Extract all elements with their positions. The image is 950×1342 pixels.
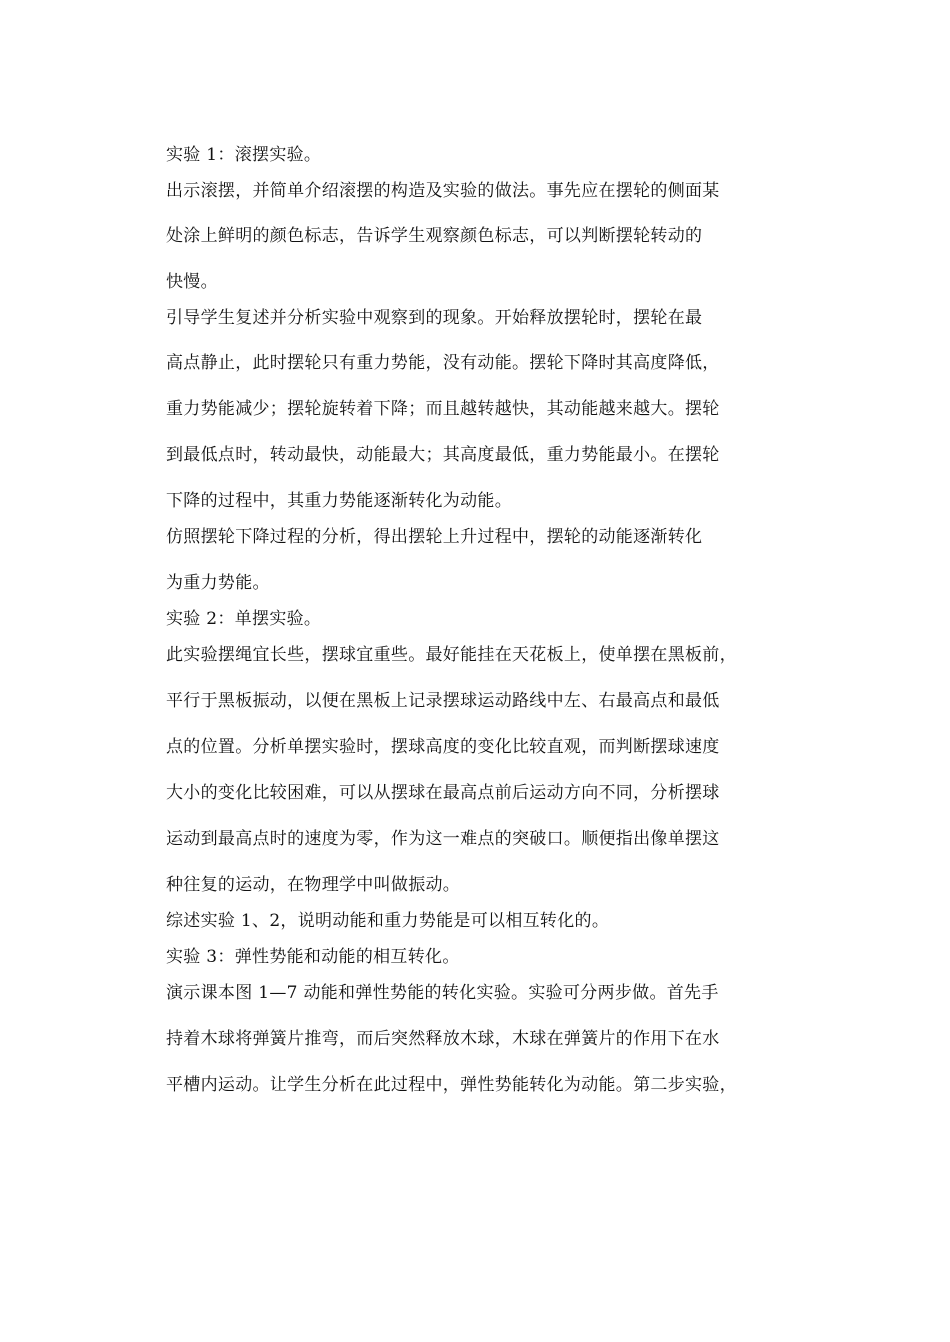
heading-experiment-2: 实验 2：单摆实验。 xyxy=(166,609,322,629)
paragraph-line: 演示课本图 1—7 动能和弹性势能的转化实验。实验可分两步做。首先手 xyxy=(166,983,719,1003)
paragraph-line: 下降的过程中，其重力势能逐渐转化为动能。 xyxy=(166,491,512,511)
paragraph-line: 点的位置。分析单摆实验时，摆球高度的变化比较直观，而判断摆球速度 xyxy=(166,737,720,757)
paragraph-line: 此实验摆绳宜长些，摆球宜重些。最好能挂在天花板上，使单摆在黑板前， xyxy=(166,645,737,665)
paragraph-line: 为重力势能。 xyxy=(166,573,270,593)
paragraph-line: 重力势能减少；摆轮旋转着下降；而且越转越快，其动能越来越大。摆轮 xyxy=(166,399,720,419)
paragraph-line: 平行于黑板振动，以便在黑板上记录摆球运动路线中左、右最高点和最低 xyxy=(166,691,720,711)
document-body xyxy=(166,138,796,1104)
paragraph-line: 高点静止，此时摆轮只有重力势能，没有动能。摆轮下降时其高度降低， xyxy=(166,353,720,373)
paragraph-line: 出示滚摆，并简单介绍滚摆的构造及实验的做法。事先应在摆轮的侧面某 xyxy=(166,181,720,201)
paragraph-line: 综述实验 1、2，说明动能和重力势能是可以相互转化的。 xyxy=(166,911,610,931)
paragraph-line: 引导学生复述并分析实验中观察到的现象。开始释放摆轮时，摆轮在最 xyxy=(166,308,703,328)
paragraph-line: 处涂上鲜明的颜色标志，告诉学生观察颜色标志，可以判断摆轮转动的 xyxy=(166,226,703,246)
paragraph-line: 仿照摆轮下降过程的分析，得出摆轮上升过程中，摆轮的动能逐渐转化 xyxy=(166,527,703,547)
heading-experiment-1: 实验 1：滚摆实验。 xyxy=(166,145,322,165)
paragraph-line: 平槽内运动。让学生分析在此过程中，弹性势能转化为动能。第二步实验， xyxy=(166,1075,737,1095)
heading-experiment-3: 实验 3：弹性势能和动能的相互转化。 xyxy=(166,947,460,967)
paragraph-line: 持着木球将弹簧片推弯，而后突然释放木球，木球在弹簧片的作用下在水 xyxy=(166,1029,720,1049)
paragraph-line: 运动到最高点时的速度为零，作为这一难点的突破口。顺便指出像单摆这 xyxy=(166,829,720,849)
paragraph-line: 种往复的运动，在物理学中叫做振动。 xyxy=(166,875,461,895)
paragraph-line: 快慢。 xyxy=(166,272,218,292)
paragraph-line: 到最低点时，转动最快，动能最大；其高度最低，重力势能最小。在摆轮 xyxy=(166,445,720,465)
paragraph-line: 大小的变化比较困难，可以从摆球在最高点前后运动方向不同，分析摆球 xyxy=(166,783,720,803)
